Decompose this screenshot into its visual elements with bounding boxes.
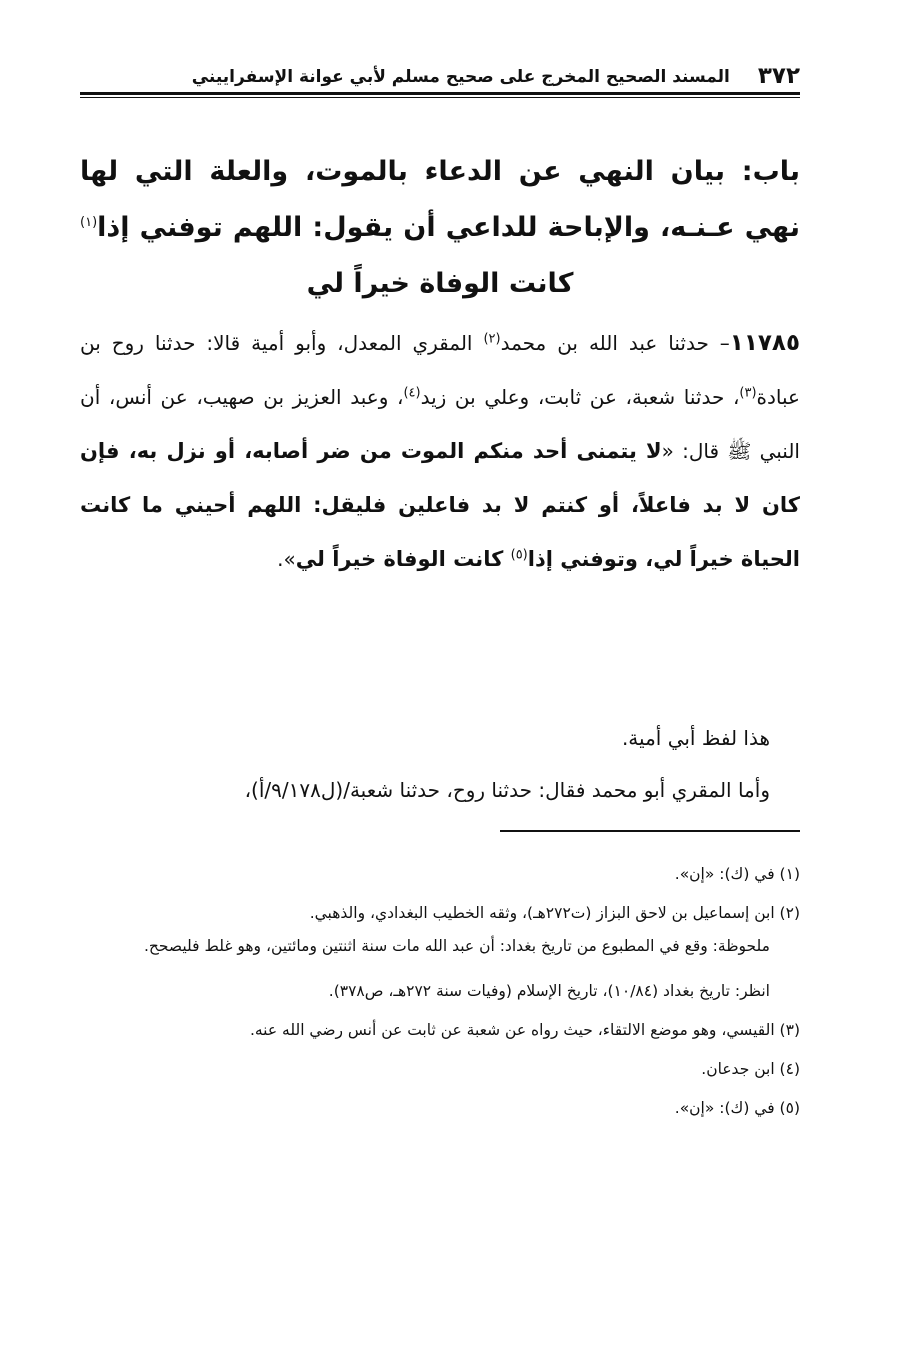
running-header <box>80 50 800 88</box>
isnad-segment-3: ، حدثنا شعبة، عن ثابت، وعلي بن زيد <box>420 385 740 409</box>
footnote-4: (٤) ابن جدعان. <box>701 1060 800 1078</box>
footnote-1: (١) في (ك): «إن». <box>674 865 800 883</box>
footnote-ref-4: (٤) <box>403 385 421 401</box>
paragraph-abu-umayya: هذا لفظ أبي أمية. <box>621 726 770 750</box>
footnotes <box>80 858 800 1125</box>
chapter-heading <box>80 144 800 312</box>
hadith-matn: لا يتمنى أحد منكم الموت من ضر أصابه، أو نزل به، فإن كان لا بد فاعلاً، أو كنتم لا بد فاعلين فليقل: اللهم أحيني ما كانت الحياة خيراً لي، وتوفني إذا <box>80 439 800 571</box>
isnad-segment-2: المقري المعدل، وأبو أمية قالا: حدثنا روح بن عبادة <box>80 331 800 409</box>
chapter-heading-text: باب: بيان النهي عن الدعاء بالموت، والعلة التي لها نهي عـنـه، والإباحة للداعي أن يقول: اللهم توفني إذا <box>80 156 800 243</box>
footnote-ref-2: (٢) <box>483 331 501 347</box>
footnote-ref-1: (١) <box>80 215 98 230</box>
header-rule-thin <box>80 97 800 98</box>
footnote-2-note: ملحوظة: وقع في المطبوع من تاريخ بغداد: أن عبد الله مات سنة اثنتين ومائتين، وهو غلط فليصحح. <box>143 937 770 955</box>
isnad-segment-1: – حدثنا عبد الله بن محمد <box>500 331 730 355</box>
quote-close: ». <box>277 547 296 571</box>
footnote-2: (٢) ابن إسماعيل بن لاحق البزاز (ت٢٧٢هـ)، وثقه الخطيب البغدادي، والذهبي. <box>309 904 800 922</box>
isnad-segment-4: ، وعبد العزيز بن صهيب، عن أنس، أن النبي ﷺ قال: « <box>80 385 800 463</box>
footnote-2-reference: انظر: تاريخ بغداد (١٠/٨٤)، تاريخ الإسلام (وفيات سنة ٢٧٢هـ، ص٣٧٨). <box>328 982 770 1000</box>
chapter-heading-text-end: كانت الوفاة خيراً لي <box>306 268 574 299</box>
hadith-matn-end: كانت الوفاة خيراً لي <box>295 547 511 571</box>
book-title: المسند الصحيح المخرج على صحيح مسلم لأبي عوانة الإسفراييني <box>191 67 730 87</box>
footnote-ref-3: (٣) <box>739 385 757 401</box>
footnote-separator <box>500 830 800 832</box>
footnote-5: (٥) في (ك): «إن». <box>674 1099 800 1117</box>
footnote-ref-5: (٥) <box>510 547 528 563</box>
header-rule-thick <box>80 92 800 95</box>
hadith-number: ١١٧٨٥ <box>729 330 800 356</box>
page-number: ٣٧٢ <box>757 63 800 89</box>
paragraph-muqri: وأما المقري أبو محمد فقال: حدثنا روح، حدثنا شعبة/(ل٩/١٧٨/أ)، <box>244 778 770 802</box>
footnote-3: (٣) القيسي، وهو موضع الالتقاء، حيث رواه عن شعبة عن ثابت عن أنس رضي الله عنه. <box>249 1021 800 1039</box>
book-page <box>80 50 800 1340</box>
hadith-paragraph <box>80 316 800 586</box>
